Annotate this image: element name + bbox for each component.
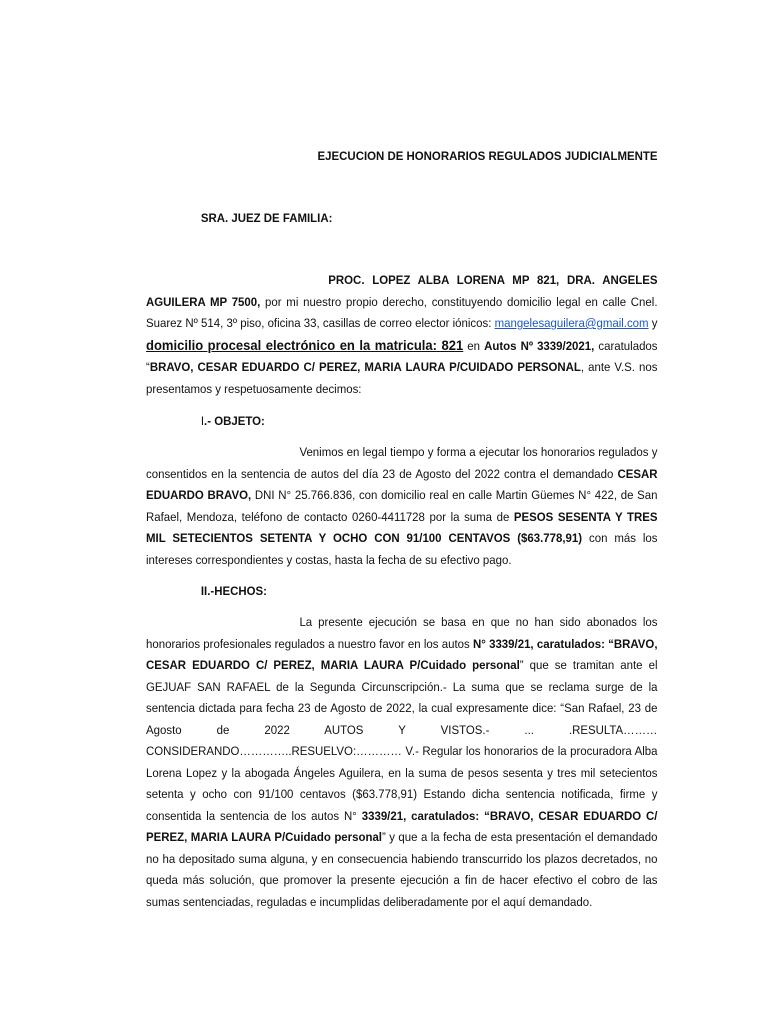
objeto-text-1: Venimos en legal tiempo y forma a ejecutar los honorarios regulados y consentidos en la sentencia de autos del día 23 de Agosto del 2022 contra el demandado xyxy=(146,445,658,481)
objeto-paragraph xyxy=(146,442,658,571)
hechos-text-1: La presente ejecución se basa en que no han sido abonados los honorarios profesionales regulados a nuestro favor en los autos xyxy=(146,615,658,651)
intro-text-4: caratulados “ xyxy=(146,338,658,374)
autos-number: Autos Nº 3339/2021, xyxy=(484,338,595,353)
intro-names: PROC. LOPEZ ALBA LORENA MP 821, DRA. ANGELES AGUILERA MP 7500, xyxy=(146,273,658,309)
email-link[interactable]: mangelesaguilera@gmail.com xyxy=(494,316,649,330)
intro-text-3: en xyxy=(463,338,485,353)
document-title: EJECUCION DE HONORARIOS REGULADOS JUDICIALMENTE xyxy=(317,149,658,163)
hechos-paragraph xyxy=(146,612,658,913)
section-objeto-heading xyxy=(201,411,265,433)
domicilio-electronico: domicilio procesal electrónico en la matricula: 821 xyxy=(146,336,464,353)
objeto-text-3: con más los intereses correspondientes y costas, hasta la fecha de su efectivo pago. xyxy=(146,531,658,567)
demandado-name: CESAR EDUARDO BRAVO, xyxy=(146,466,658,502)
hechos-text-3: ” y que a la fecha de esta presentación el demandado no ha depositado suma alguna, y en consecuencia habiendo transcurrido los plazos decretados, no queda más solución, que promover la presente ejecución a fin de hacer efectivo el cobro de las sumas sentenciadas, reguladas e incumplidas deliberadamente por el aquí demandado. xyxy=(146,830,658,909)
addressee: SRA. JUEZ DE FAMILIA: xyxy=(200,211,333,225)
intro-text-1: por mi nuestro propio derecho, constituyendo domicilio legal en calle Cnel. Suarez Nº 514, 3º piso, oficina 33, casillas de correo elector iónicos: xyxy=(146,294,658,330)
section-label: .- OBJETO: xyxy=(204,414,265,428)
intro-text-5: , ante V.S. nos presentamos y respetuosamente decimos: xyxy=(146,360,658,396)
hechos-case-2: 3339/21, caratulados: “BRAVO, CESAR EDUARDO C/ PEREZ, MARIA LAURA P/Cuidado personal xyxy=(146,808,658,844)
case-caption: BRAVO, CESAR EDUARDO C/ PEREZ, MARIA LAURA P/CUIDADO PERSONAL xyxy=(149,360,581,374)
objeto-text-2: DNI N° 25.766.836, con domicilio real en calle Martin Güemes N° 422, de San Rafael, Mendoza, teléfono de contacto 0260-4411728 por la suma de xyxy=(146,488,658,524)
section-hechos-heading: II.-HECHOS: xyxy=(200,584,267,598)
hechos-text-2: ” que se tramitan ante el GEJUAF SAN RAFAEL de la Segunda Circunscripción.- La suma que se reclama surge de la sentencia dictada para fecha 23 de Agosto de 2022, la cual expresamente dice: “San Rafael, 23 de Agosto de 2022 AUTOS Y VISTOS.- ... .RESULTA……… CONSIDERANDO…………..RESUELVO:………… V.- Regular los honorarios de la procuradora Alba Lorena Lopez y la abogada Ángeles Aguilera, en la suma de pesos sesenta y tres mil setecientos setenta y ocho con 91/100 centavos ($63.778,91) Estando dicha sentencia notificada, firme y consentida la sentencia de los autos N° xyxy=(146,658,658,823)
section-roman: I xyxy=(200,414,205,428)
intro-text-2: y xyxy=(648,316,658,330)
intro-paragraph xyxy=(146,270,658,400)
monto-letras: PESOS SESENTA Y TRES MIL SETECIENTOS SETENTA Y OCHO CON 91/100 CENTAVOS ($63.778,91) xyxy=(146,509,658,545)
hechos-case-1: N° 3339/21, caratulados: “BRAVO, CESAR EDUARDO C/ PEREZ, MARIA LAURA P/Cuidado personal xyxy=(146,636,658,672)
